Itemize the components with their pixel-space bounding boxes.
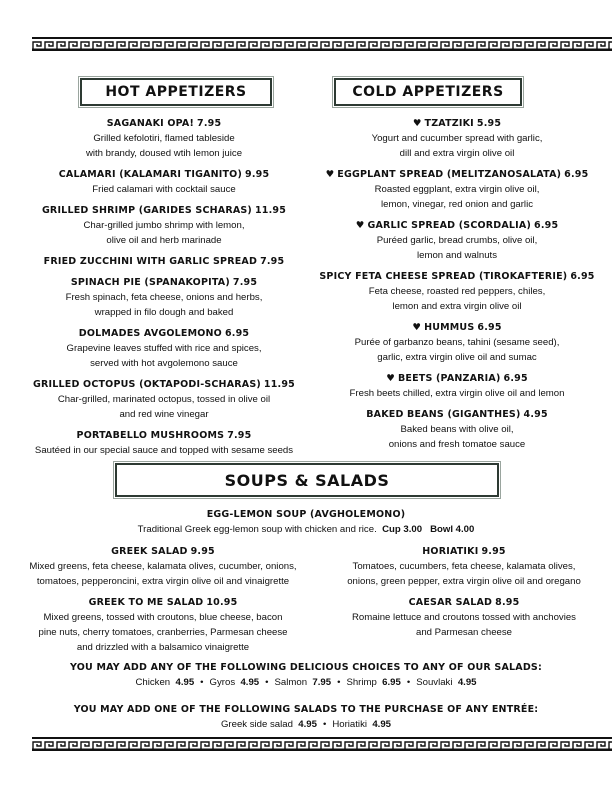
addon-price: 4.95: [240, 677, 260, 688]
item-description: Grapevine leaves stuffed with rice and spices, served with hot avgolemono sauce: [66, 343, 262, 369]
item-price: 6.95: [564, 169, 589, 180]
side-salads-title: YOU MAY ADD ONE OF THE FOLLOWING SALADS TO THE PURCHASE OF ANY ENTRÉE:: [73, 704, 539, 715]
menu-item: [8, 326, 320, 371]
item-price: 6.95: [503, 373, 528, 384]
item-name: BEETS (PANZARIA): [397, 373, 501, 384]
heart-icon: ♥: [386, 373, 395, 384]
item-description: Roasted eggplant, extra virgin olive oil, lemon, vinegar, red onion and garlic: [374, 184, 540, 210]
heart-icon: ♥: [325, 169, 335, 180]
soup-desc: Traditional Greek egg-lemon soup with chicken and rice.: [137, 524, 377, 535]
bullet-separator: •: [337, 677, 341, 688]
soups-salads-header: SOUPS & SALADS: [115, 463, 499, 497]
item-price: 8.95: [495, 597, 520, 608]
addon-name: Salmon: [274, 677, 308, 688]
item-price: 10.95: [206, 597, 238, 608]
item-price: 9.95: [245, 169, 270, 180]
item-description: Puréed garlic, bread crumbs, olive oil, lemon and walnuts: [376, 235, 538, 261]
item-title: [8, 203, 320, 218]
menu-item: [300, 218, 612, 263]
hot-appetizers-list: [8, 116, 320, 464]
item-description: Mixed greens, feta cheese, kalamata olives, cucumber, onions, tomatoes, pepperoncini, extra virgin olive oil and vinaigrette: [29, 561, 297, 587]
hot-appetizers-header: HOT APPETIZERS: [80, 78, 272, 106]
item-price: 6.95: [477, 322, 502, 333]
item-title: [316, 595, 612, 610]
item-name: GREEK SALAD: [111, 546, 188, 557]
addon-price: 4.95: [372, 719, 392, 730]
item-title: [8, 326, 320, 341]
item-price: 9.95: [481, 546, 506, 557]
salad-addons: [0, 660, 612, 690]
item-price: 7.95: [260, 256, 285, 267]
addon-price: 6.95: [382, 677, 401, 688]
item-title: [8, 275, 320, 290]
item-name: GARLIC SPREAD (SCORDALIA): [367, 220, 532, 231]
menu-item: [8, 167, 320, 197]
item-price: 6.95: [534, 220, 559, 231]
item-price: 7.95: [232, 277, 258, 288]
salads-left-list: [10, 544, 316, 661]
heart-icon: ♥: [412, 322, 422, 333]
menu-item: [300, 407, 612, 452]
item-name: TZATZIKI: [424, 118, 474, 129]
greek-key-border-bottom: [32, 737, 612, 751]
item-price: 7.95: [197, 118, 222, 129]
menu-item: [8, 116, 320, 161]
item-price: 6.95: [570, 271, 595, 282]
item-title: [10, 544, 316, 559]
bullet-separator: •: [322, 719, 327, 730]
addon-price: 7.95: [312, 677, 332, 688]
soup-cup-price: Cup 3.00: [382, 524, 423, 535]
item-price: 6.95: [224, 328, 250, 339]
heart-icon: ♥: [355, 220, 365, 231]
menu-item: [8, 254, 320, 269]
menu-item: [300, 320, 612, 365]
addon-name: Greek side salad: [220, 719, 293, 730]
item-name: GREEK TO ME SALAD: [88, 597, 204, 608]
item-price: 7.95: [227, 430, 252, 441]
item-description: Char-grilled jumbo shrimp with lemon, olive oil and herb marinade: [83, 220, 245, 246]
soup-name: EGG-LEMON SOUP (AVGHOLEMONO): [206, 509, 406, 520]
menu-item: [8, 275, 320, 320]
menu-item: [10, 595, 316, 655]
addon-name: Shrimp: [346, 677, 377, 688]
item-price: 4.95: [523, 409, 548, 420]
item-title: [8, 167, 320, 182]
item-name: HUMMUS: [424, 322, 475, 333]
heart-icon: ♥: [412, 118, 422, 129]
bullet-separator: •: [406, 677, 411, 688]
item-price: 5.95: [476, 118, 502, 129]
addon-price: 4.95: [457, 677, 477, 688]
addons-list: [0, 675, 612, 690]
item-name: DOLMADES AVGOLEMONO: [78, 328, 222, 339]
menu-item: [300, 371, 612, 401]
item-title: [8, 116, 320, 131]
item-price: 11.95: [254, 205, 287, 216]
menu-item: [316, 595, 612, 640]
item-name: EGGPLANT SPREAD (MELITZANOSALATA): [337, 169, 562, 180]
item-description: Fried calamari with cocktail sauce: [92, 184, 236, 195]
item-description: Fresh spinach, feta cheese, onions and herbs, wrapped in filo dough and baked: [65, 292, 263, 318]
side-salads: [0, 702, 612, 732]
item-title: [300, 269, 612, 284]
bullet-separator: •: [265, 677, 269, 688]
item-title: [8, 377, 320, 392]
item-name: FRIED ZUCCHINI WITH GARLIC SPREAD: [43, 256, 258, 267]
menu-item: [8, 428, 320, 458]
item-name: SAGANAKI OPA!: [106, 118, 195, 129]
bullet-separator: •: [200, 677, 204, 688]
menu-item: [10, 544, 316, 589]
menu-item: [8, 377, 320, 422]
item-title: [300, 320, 612, 335]
greek-key-border-top: [32, 37, 612, 51]
item-name: HORIATIKI: [422, 546, 479, 557]
item-name: GRILLED OCTOPUS (OKTAPODI-SCHARAS): [33, 379, 261, 390]
addon-name: Chicken: [135, 677, 171, 688]
menu-item: [8, 203, 320, 248]
item-title: [300, 407, 612, 422]
menu-item: [300, 116, 612, 161]
item-name: SPICY FETA CHEESE SPREAD (TIROKAFTERIE): [319, 271, 568, 282]
soup-item: [0, 507, 612, 537]
cold-appetizers-header: COLD APPETIZERS: [334, 78, 522, 106]
item-description: Mixed greens, tossed with croutons, blue cheese, bacon pine nuts, cherry tomatoes, cranberries, Parmesan cheese and drizzled with a balsamico vinaigrette: [38, 612, 288, 653]
item-name: SPINACH PIE (SPANAKOPITA): [70, 277, 230, 288]
item-description: Sautéed in our special sauce and topped with sesame seeds: [34, 445, 294, 456]
item-price: 11.95: [263, 379, 295, 390]
item-description: Char-grilled, marinated octopus, tossed in olive oil and red wine vinegar: [57, 394, 271, 420]
item-description: Baked beans with olive oil, onions and fresh tomatoe sauce: [388, 424, 526, 450]
addon-name: Gyros: [209, 677, 236, 688]
salads-right-list: [316, 544, 612, 646]
item-title: [300, 218, 612, 233]
item-description: Fresh beets chilled, extra virgin olive oil and lemon: [349, 388, 565, 399]
menu-item: [300, 167, 612, 212]
addon-name: Souvlaki: [416, 677, 453, 688]
cold-appetizers-list: [300, 116, 612, 458]
soup-bowl-price: Bowl 4.00: [430, 524, 475, 535]
item-title: [8, 254, 320, 269]
item-name: BAKED BEANS (GIGANTHES): [366, 409, 521, 420]
item-title: [8, 428, 320, 443]
item-title: [10, 595, 316, 610]
addon-price: 4.95: [175, 677, 195, 688]
item-description: Feta cheese, roasted red peppers, chiles, lemon and extra virgin olive oil: [368, 286, 546, 312]
menu-item: [300, 269, 612, 314]
item-title: [300, 116, 612, 131]
item-description: Grilled kefolotiri, flamed tableside with brandy, doused wtih lemon juice: [85, 133, 243, 159]
menu-item: [316, 544, 612, 589]
addons-title: YOU MAY ADD ANY OF THE FOLLOWING DELICIOUS CHOICES TO ANY OF OUR SALADS:: [70, 662, 542, 673]
item-title: [316, 544, 612, 559]
addon-name: Horiatiki: [332, 719, 367, 730]
item-description: Tomatoes, cucumbers, feta cheese, kalamata olives, onions, green pepper, extra virgin olive oil and oregano: [347, 561, 581, 587]
item-name: GRILLED SHRIMP (GARIDES SCHARAS): [41, 205, 252, 216]
item-description: Purée of garbanzo beans, tahini (sesame seed), garlic, extra virgin olive oil and sumac: [354, 337, 560, 363]
addon-price: 4.95: [298, 719, 317, 730]
item-price: 9.95: [190, 546, 215, 557]
item-title: [300, 167, 612, 182]
side-salads-list: [0, 717, 612, 732]
item-name: CAESAR SALAD: [408, 597, 493, 608]
item-description: Romaine lettuce and croutons tossed with anchovies and Parmesan cheese: [352, 612, 576, 638]
item-name: CALAMARI (KALAMARI TIGANITO): [58, 169, 243, 180]
item-title: [300, 371, 612, 386]
item-description: Yogurt and cucumber spread with garlic, dill and extra virgin olive oil: [371, 133, 543, 159]
item-name: PORTABELLO MUSHROOMS: [76, 430, 225, 441]
